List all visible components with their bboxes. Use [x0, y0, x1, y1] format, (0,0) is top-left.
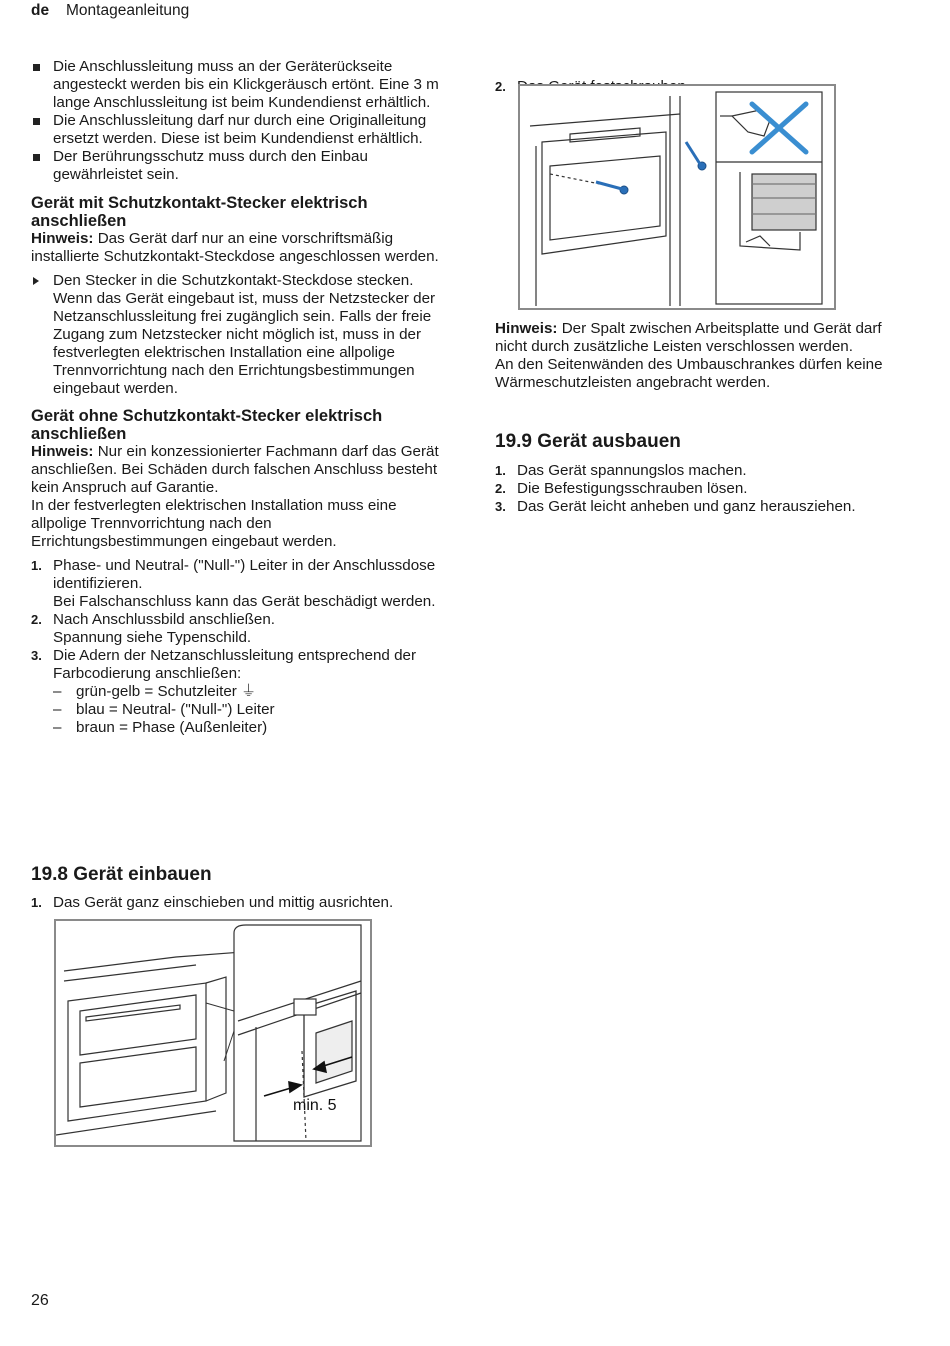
section-heading: Gerät mit Schutzkontakt-Stecker elektrisch anschließen	[31, 194, 368, 230]
remove-steps	[495, 462, 905, 516]
wire-text: blau = Neutral- ("Null-") Leiter	[76, 701, 275, 718]
note-label: Hinweis:	[31, 230, 94, 247]
oven-install-illustration	[56, 921, 370, 1145]
fasten-figure	[518, 84, 836, 310]
bullet-item	[31, 112, 451, 148]
section-heading: Gerät ohne Schutzkontakt-Stecker elektrisch anschließen	[31, 407, 383, 443]
note-text-2: An den Seitenwänden des Umbauschrankes dürfen keine Wärmeschutzleisten angebracht werden.	[495, 356, 883, 391]
language-code: de	[31, 2, 50, 19]
right-note	[495, 320, 905, 392]
bullet-square-icon	[33, 154, 40, 161]
bullet-square-icon	[33, 64, 40, 71]
step-number: 2.	[31, 612, 42, 627]
note-text: Nur ein konzessionierter Fachmann darf das Gerät anschließen. Bei Schäden durch falschen Anschluss besteht kein Anspruch auf Garantie.	[31, 443, 439, 496]
screw-fasten-illustration	[520, 86, 834, 308]
step-text: Nach Anschlussbild anschließen.	[53, 611, 276, 628]
bullet-text: Der Berührungsschutz muss durch den Einbau gewährleistet sein.	[53, 148, 368, 183]
note-text-2: In der festverlegten elektrischen Installation muss eine allpolige Trennvorrichtung nach den Errichtungsbestimmungen eingebaut werden.	[31, 497, 397, 550]
step-text: Phase- und Neutral- ("Null-") Leiter in der Anschlussdose identifizieren.	[53, 557, 436, 592]
wire-text: grün-gelb = Schutzleiter ⏚	[76, 683, 257, 700]
step-number: 2.	[495, 481, 506, 496]
wire-item: – blau = Neutral- ("Null-") Leiter	[31, 701, 451, 719]
bullet-item	[31, 58, 451, 112]
step-text: Das Gerät leicht anheben und ganz herausziehen.	[517, 498, 856, 515]
numbered-step	[495, 462, 905, 480]
numbered-step	[31, 611, 451, 647]
step-text: Das Gerät spannungslos machen.	[517, 462, 747, 479]
note-text: Das Gerät darf nur an eine vorschriftsmäßig installierte Schutzkontakt-Steckdose angeschlossen werden.	[31, 230, 439, 265]
note-label: Hinweis:	[495, 320, 558, 337]
numbered-step	[495, 480, 905, 498]
note-text: Der Spalt zwischen Arbeitsplatte und Gerät darf nicht durch zusätzliche Leisten verschlossen werden.	[495, 320, 882, 355]
section-heading-19-9: 19.9 Gerät ausbauen	[495, 431, 681, 452]
wire-item: – braun = Phase (Außenleiter)	[31, 719, 451, 737]
min-distance-label: min. 5	[293, 1097, 337, 1114]
arrow-triangle-icon	[33, 277, 39, 285]
note-paragraph	[31, 443, 451, 497]
numbered-step	[31, 894, 473, 912]
bullet-text: Die Anschlussleitung muss an der Geräterückseite angesteckt werden bis ein Klickgeräusch ertönt. Eine 3 m lange Anschlussleitung ist beim Kundendienst erhältlich.	[53, 58, 439, 111]
note-paragraph	[31, 230, 451, 266]
numbered-step	[495, 498, 905, 516]
step-number: 1.	[31, 558, 42, 573]
step-number: 3.	[31, 648, 42, 663]
wire-item: – grün-gelb = Schutzleiter ⏚	[31, 683, 451, 701]
bullet-text: Die Anschlussleitung darf nur durch eine Originalleitung ersetzt werden. Diese ist beim Kundendienst erhältlich.	[53, 112, 427, 147]
step-text: Den Stecker in die Schutzkontakt-Steckdose stecken.	[53, 272, 414, 289]
step-text: Das Gerät ganz einschieben und mittig ausrichten.	[53, 894, 394, 911]
note-paragraph	[495, 320, 905, 356]
step-text: Die Befestigungsschrauben lösen.	[517, 480, 748, 497]
wire-text: braun = Phase (Außenleiter)	[76, 719, 268, 736]
page-number: 26	[31, 1292, 49, 1309]
step-subtext: Bei Falschanschluss kann das Gerät beschädigt werden.	[53, 593, 436, 610]
note-label: Hinweis:	[31, 443, 94, 460]
instruction-step	[31, 272, 451, 398]
numbered-step	[31, 557, 451, 611]
bullet-item	[31, 148, 451, 184]
step-number: 1.	[31, 895, 42, 910]
step-text: Die Adern der Netzanschlussleitung entsprechend der Farbcodierung anschließen:	[53, 647, 417, 682]
step-number: 1.	[495, 463, 506, 478]
section-heading-19-8: 19.8 Gerät einbauen	[31, 864, 212, 885]
step-result: Wenn das Gerät eingebaut ist, muss der Netzstecker der Netzanschlussleitung frei zugänglich sein. Falls der freie Zugang zum Netzstecker nicht möglich ist, muss in der festverlegten elektrischen Installation eine allpolige Trennvorrichtung nach den Errichtungsbestimmungen eingebaut werden.	[53, 290, 436, 397]
step-subtext: Spannung siehe Typenschild.	[53, 629, 252, 646]
step-number: 2.	[495, 79, 506, 94]
install-figure	[54, 919, 372, 1147]
bullet-square-icon	[33, 118, 40, 125]
numbered-step	[31, 647, 451, 683]
document-title: Montageanleitung	[66, 2, 190, 19]
step-number: 3.	[495, 499, 506, 514]
left-column	[31, 58, 451, 737]
